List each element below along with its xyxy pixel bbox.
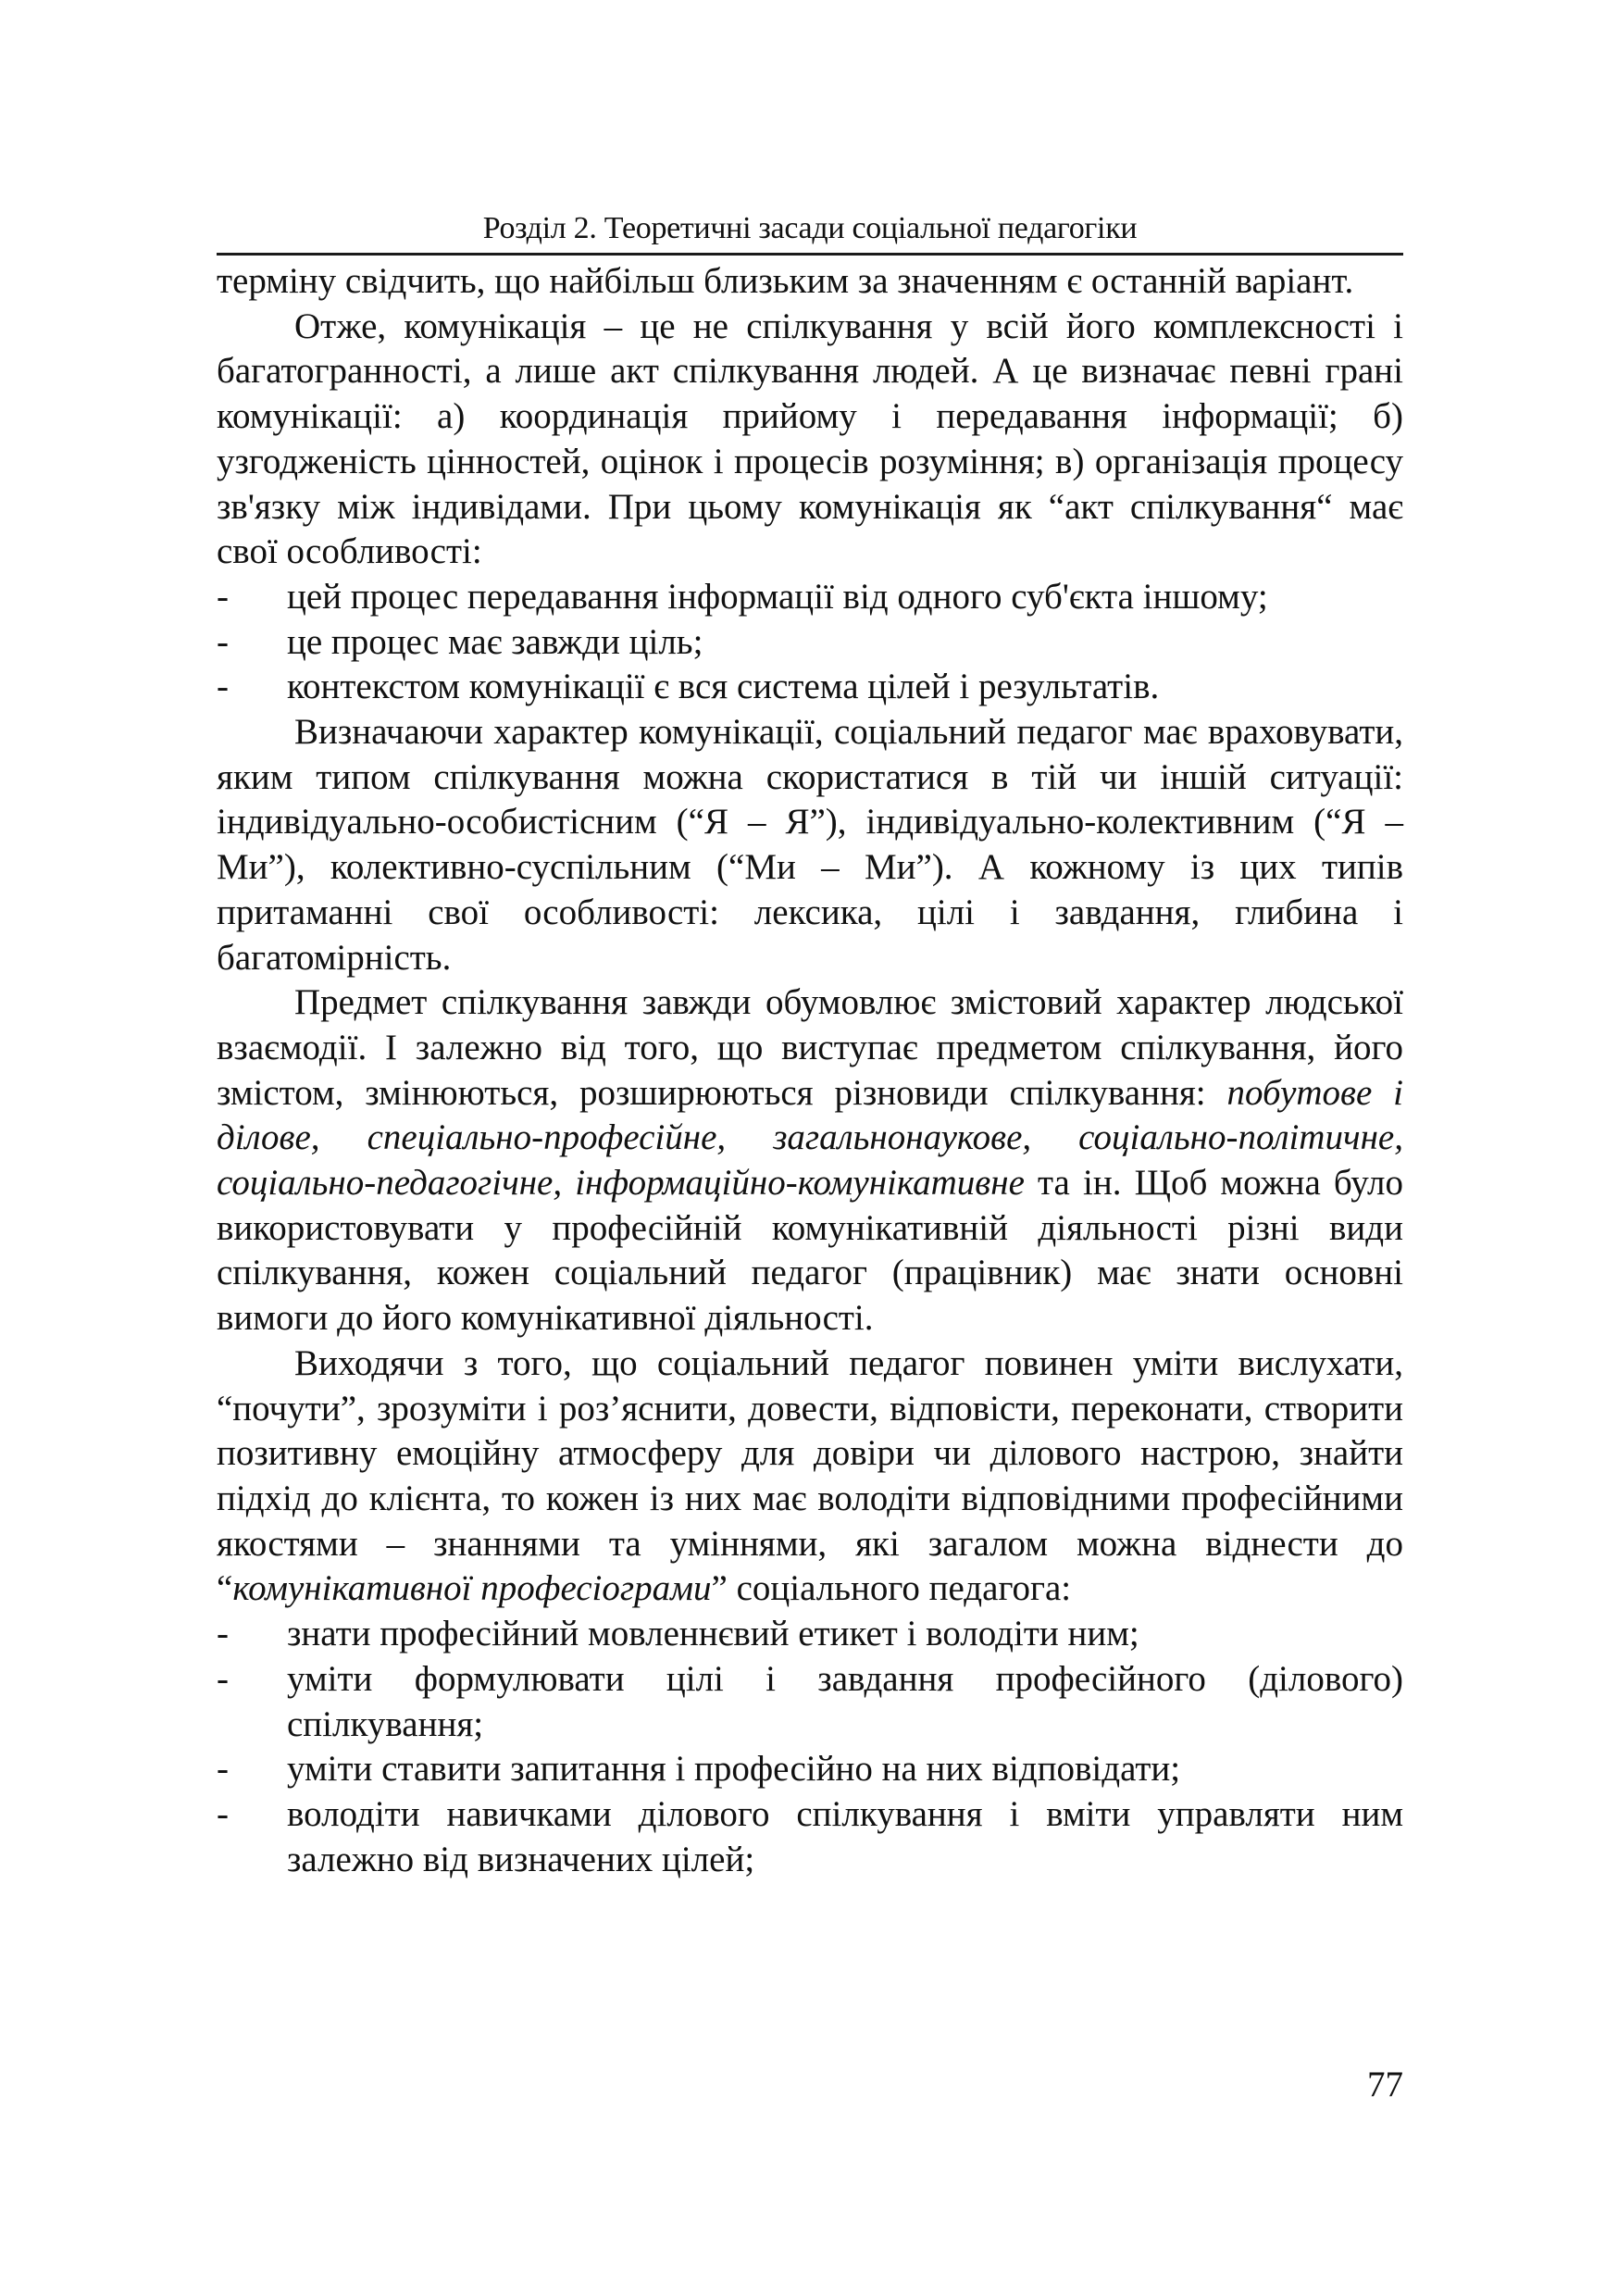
list-item-text: уміти формулювати цілі і завдання професійного (ділового) спілкування;	[287, 1658, 1403, 1744]
paragraph-5-italic: комунікативної професіограми	[232, 1568, 712, 1609]
running-header: Розділ 2. Теоретичні засади соціальної педагогіки	[217, 208, 1403, 256]
paragraph-5	[217, 1341, 1403, 1612]
list-dash: -	[217, 1793, 229, 1834]
list-item-text: цей процес передавання інформації від одного суб'єкта іншому;	[287, 576, 1268, 617]
paragraph-4-italic: побутове і ділове, спеціально-професійне, загальнонаукове, соціально-політичне, соціально-педагогічне, інформаційно-комунікативне	[217, 1072, 1403, 1204]
paragraph-1: терміну свідчить, що найбільш близьким за значенням є останній варіант.	[217, 261, 1354, 301]
list-item-text: це процес має завжди ціль;	[287, 621, 703, 662]
list-item-text: контекстом комунікації є вся система цілей і результатів.	[287, 667, 1160, 707]
paragraph-5-start: Виходячи з того, що соціальний педагог повинен уміти вислухати, “почути”, зрозуміти і роз’яснити, довести, відповісти, переконати, створити позитивну емоційну атмосферу для довіри чи ділового настрою, знайти підхід до клієнта, то кожен із них має володіти відповідними професійними якостями – знаннями та уміннями, які загалом можна віднести до “	[217, 1342, 1403, 1609]
paragraph-3: Визначаючи характер комунікації, соціальний педагог має враховувати, яким типом спілкування можна скористатися в тій чи іншій ситуації: індивідуально-особистісним (“Я – Я”), індивідуально-колективним (“Я – Ми”), колективно-суспільним (“Ми – Ми”). А кожному із цих типів притаманні свої особливості: лексика, цілі і завдання, глибина і багатомірність.	[217, 712, 1403, 978]
requirements-list	[217, 1612, 1403, 1882]
list-item	[217, 620, 1403, 666]
list-item	[217, 1747, 1403, 1792]
body-text	[217, 259, 1403, 1882]
list-item-text: знати професійний мовленнєвий етикет і володіти ним;	[287, 1614, 1139, 1654]
list-dash: -	[217, 576, 229, 617]
list-dash: -	[217, 667, 229, 707]
list-item	[217, 665, 1403, 710]
list-dash: -	[217, 1749, 229, 1790]
paragraph-2: Отже, комунікація – це не спілкування у всій його комплексності і багатогранності, а лише акт спілкування людей. А це визначає певні грані комунікації: а) координація прийому і передавання інформації; б) узгодженість цінностей, оцінок і процесів розуміння; в) організація процесу зв'язку між індивідами. При цьому комунікація як “акт спілкування“ має свої особливості:	[217, 306, 1403, 572]
list-dash: -	[217, 621, 229, 662]
page-number: 77	[1367, 2065, 1403, 2104]
features-list	[217, 575, 1403, 710]
list-item	[217, 575, 1403, 620]
list-dash: -	[217, 1658, 229, 1699]
list-item	[217, 1612, 1403, 1657]
list-item	[217, 1792, 1403, 1882]
list-dash: -	[217, 1614, 229, 1654]
document-page	[217, 208, 1403, 1882]
paragraph-4-start: Предмет спілкування завжди обумовлює змістовий характер людської взаємодії. І залежно від того, що виступає предметом спілкування, його змістом, змінюються, розширюються різновиди спілкування:	[217, 982, 1403, 1113]
paragraph-5-end: ” соціального педагога:	[711, 1568, 1072, 1609]
list-item-text: уміти ставити запитання і професійно на них відповідати;	[287, 1749, 1181, 1790]
list-item	[217, 1657, 1403, 1747]
paragraph-4-end: та ін. Щоб можна було використовувати у професійній комунікативній діяльності різні види спілкування, кожен соціальний педагог (працівник) має знати основні вимоги до його комунікативної діяльності.	[217, 1163, 1403, 1339]
paragraph-4	[217, 980, 1403, 1341]
list-item-text: володіти навичками ділового спілкування і вміти управляти ним залежно від визначених цілей;	[287, 1793, 1403, 1879]
